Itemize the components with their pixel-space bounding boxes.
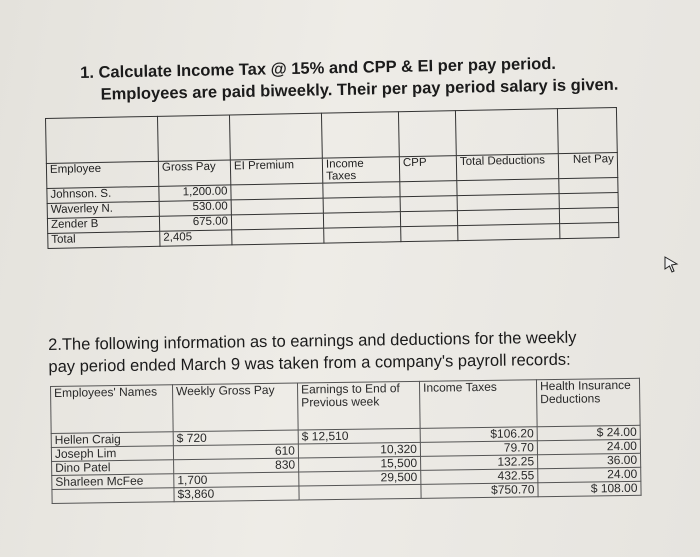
payroll-table-1: [45, 107, 619, 249]
table-header-row: [51, 378, 641, 433]
question-1-line-1: 1. Calculate Income Tax @ 15% and CPP & EI per pay period.: [80, 54, 557, 82]
cell-income-taxes: $106.20: [420, 427, 537, 443]
cell-health-insurance-total: $ 108.00: [538, 481, 641, 496]
header-income-taxes: Income Taxes: [322, 157, 399, 183]
mouse-pointer-icon: [663, 255, 681, 273]
cell-earnings: $ 12,510: [298, 428, 420, 444]
header-employee-names: Employees' Names: [51, 385, 174, 434]
payroll-table-2: [50, 378, 642, 504]
cell-weekly-gross: $ 720: [173, 430, 298, 446]
header-earnings-to-end: Earnings to End of Previous week: [297, 381, 420, 430]
cell-weekly-gross: 830: [174, 458, 299, 474]
cell-health-insurance: 24.00: [537, 439, 640, 454]
cell-income-taxes: 79.70: [420, 441, 537, 457]
question-2-line-2: pay period ended March 9 was taken from a company's payroll records:: [48, 350, 571, 376]
cell-employee: Total: [48, 231, 160, 248]
header-employee: Employee: [46, 161, 158, 188]
cell-gross-pay: 530.00: [159, 200, 231, 216]
cell-earnings: 15,500: [299, 456, 421, 472]
cell-gross-pay: 1,200.00: [159, 185, 231, 201]
cell-name: Hellen Craig: [51, 432, 173, 448]
cell-health-insurance: 36.00: [538, 453, 641, 468]
cell-income-taxes: 432.55: [421, 469, 538, 485]
header-cpp: CPP: [399, 156, 456, 182]
cell-gross-pay: 675.00: [159, 215, 231, 231]
question-2-line-1: 2.The following information as to earnings and deductions for the weekly: [48, 328, 577, 354]
question-1-line-2: Employees are paid biweekly. Their per pay period salary is given.: [100, 75, 619, 104]
cell-weekly-gross: 1,700: [174, 472, 299, 488]
cell-earnings: 29,500: [299, 470, 421, 486]
cell-employee: Johnson. S.: [47, 186, 159, 203]
header-weekly-gross-pay: Weekly Gross Pay: [172, 383, 298, 432]
header-ei-premium: EI Premium: [230, 158, 322, 185]
question-2: [48, 326, 649, 378]
header-total-deductions: Total Deductions: [456, 154, 558, 181]
cell-employee: Waverley N.: [47, 201, 159, 218]
cell-weekly-gross-total: $3,860: [174, 486, 299, 502]
cell-health-insurance: 24.00: [538, 467, 641, 482]
cell-earnings: [299, 484, 421, 500]
cell-name: Dino Patel: [52, 460, 174, 476]
header-gross-pay: Gross Pay: [158, 160, 230, 186]
cell-name: Sharleen McFee: [52, 474, 174, 490]
cell-gross-pay: 2,405: [160, 230, 232, 246]
cell-income-taxes: 132.25: [421, 455, 538, 471]
cell-earnings: 10,320: [298, 442, 420, 458]
cell-name: [52, 488, 174, 504]
header-net-pay: Net Pay: [558, 153, 617, 179]
cell-income-taxes-total: $750.70: [421, 483, 538, 499]
header-income-taxes: Income Taxes: [419, 380, 537, 429]
cell-name: Joseph Lim: [51, 446, 173, 462]
cell-weekly-gross: 610: [173, 444, 298, 460]
header-health-insurance: Health Insurance Deductions: [536, 378, 640, 426]
cell-health-insurance: $ 24.00: [537, 425, 640, 440]
cell-employee: Zender B: [47, 216, 159, 233]
